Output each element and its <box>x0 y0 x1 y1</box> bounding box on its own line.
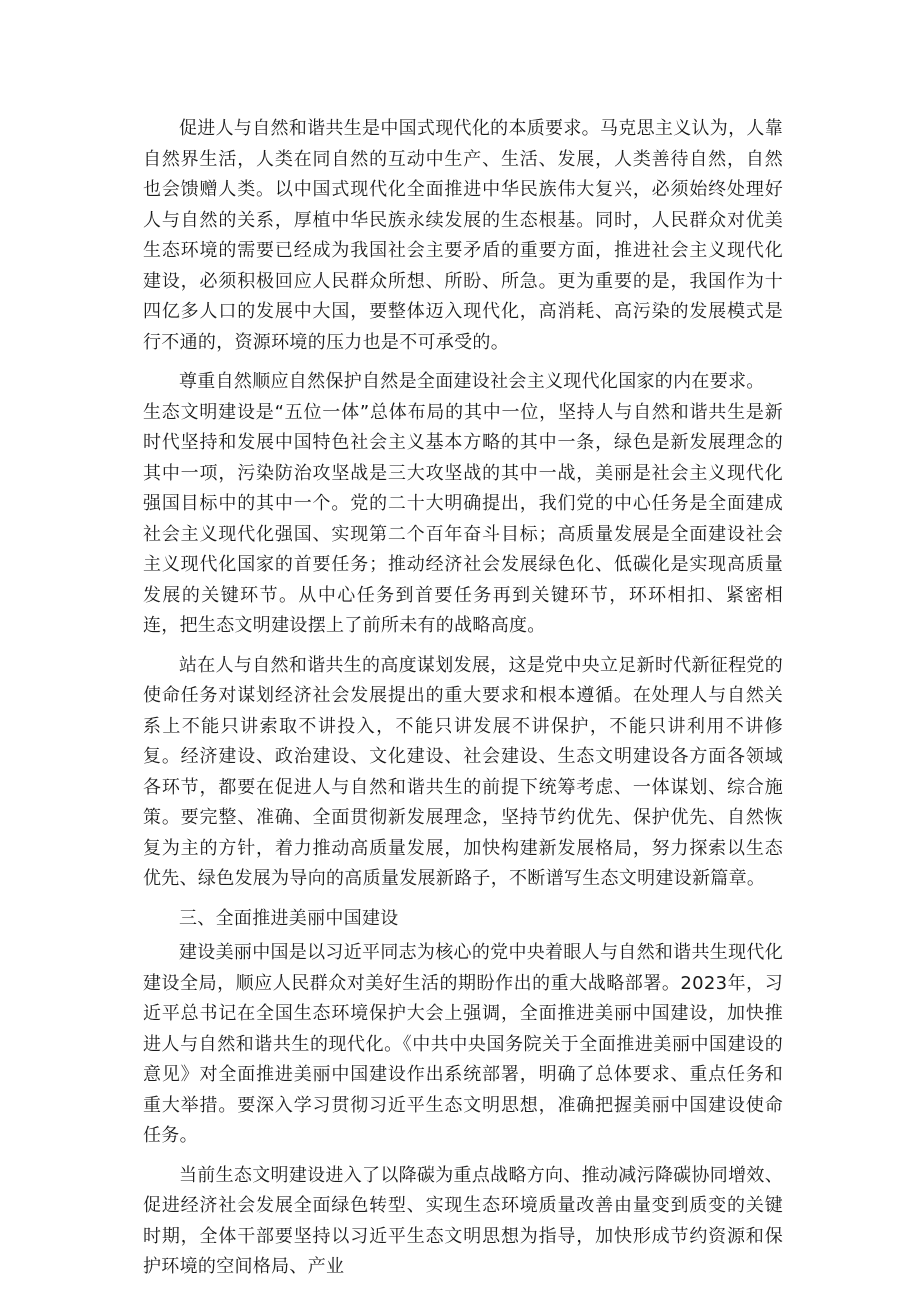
document-body <box>143 114 783 1292</box>
paragraph-6: 当前生态文明建设进入了以降碳为重点战略方向、推动减污降碳协同增效、促进经济社会发展全面绿色转型、实现生态环境质量改善由量变到质变的关键时期，全体干部要坚持以习近平生态文明思想为指导，加快形成节约资源和保护环境的空间格局、产业 <box>143 1164 783 1277</box>
section-heading: 三、全面推进美丽中国建设 <box>179 907 399 929</box>
paragraph-3: 生态文明建设是“五位一体”总体布局的其中一位，坚持人与自然和谐共生是新时代坚持和发展中国特色社会主义基本方略的其中一条，绿色是新发展理念的其中一项，污染防治攻坚战是三大攻坚战的其中一战，美丽是社会主义现代化强国目标中的其中一个。党的二十大明确提出，我们党的中心任务是全面建成社会主义现代化强国、实现第二个百年奋斗目标；高质量发展是全面建设社会主义现代化国家的首要任务；推动经济社会发展绿色化、低碳化是实现高质量发展的关键环节。从中心任务到首要任务再到关键环节，环环相扣、紧密相连，把生态文明建设摆上了前所未有的战略高度。 <box>143 401 783 636</box>
paragraph-1: 促进人与自然和谐共生是中国式现代化的本质要求。马克思主义认为，人靠自然界生活，人类在同自然的互动中生产、生活、发展，人类善待自然，自然也会馈赠人类。以中国式现代化全面推进中华民族伟大复兴，必须始终处理好人与自然的关系，厚植中华民族永续发展的生态根基。同时，人民群众对优美生态环境的需要已经成为我国社会主要矛盾的重要方面，推进社会主义现代化建设，必须积极回应人民群众所想、所盼、所急。更为重要的是，我国作为十四亿多人口的发展中大国，要整体迈入现代化，高消耗、高污染的发展模式是行不通的，资源环境的压力也是不可承受的。 <box>143 118 783 353</box>
paragraph-2: 尊重自然顺应自然保护自然是全面建设社会主义现代化国家的内在要求。 <box>179 371 765 392</box>
paragraph-5: 建设美丽中国是以习近平同志为核心的党中央着眼人与自然和谐共生现代化建设全局，顺应人民群众对美好生活的期盼作出的重大战略部署。2023年，习近平总书记在全国生态环境保护大会上强调，全面推进美丽中国建设，加快推进人与自然和谐共生的现代化。《中共中央国务院关于全面推进美丽中国建设的意见》对全面推进美丽中国建设作出系统部署，明确了总体要求、重点任务和重大举措。要深入学习贯彻习近平生态文明思想，准确把握美丽中国建设使命任务。 <box>143 942 783 1146</box>
paragraph-4: 站在人与自然和谐共生的高度谋划发展，这是党中央立足新时代新征程党的使命任务对谋划经济社会发展提出的重大要求和根本遵循。在处理人与自然关系上不能只讲索取不讲投入，不能只讲发展不讲保护，不能只讲利用不讲修复。经济建设、政治建设、文化建设、社会建设、生态文明建设各方面各领域各环节，都要在促进人与自然和谐共生的前提下统筹考虑、一体谋划、综合施策。要完整、准确、全面贯彻新发展理念，坚持节约优先、保护优先、自然恢复为主的方针，着力推动高质量发展，加快构建新发展格局，努力探索以生态优先、绿色发展为导向的高质量发展新路子，不断谱写生态文明建设新篇章。 <box>143 654 783 889</box>
